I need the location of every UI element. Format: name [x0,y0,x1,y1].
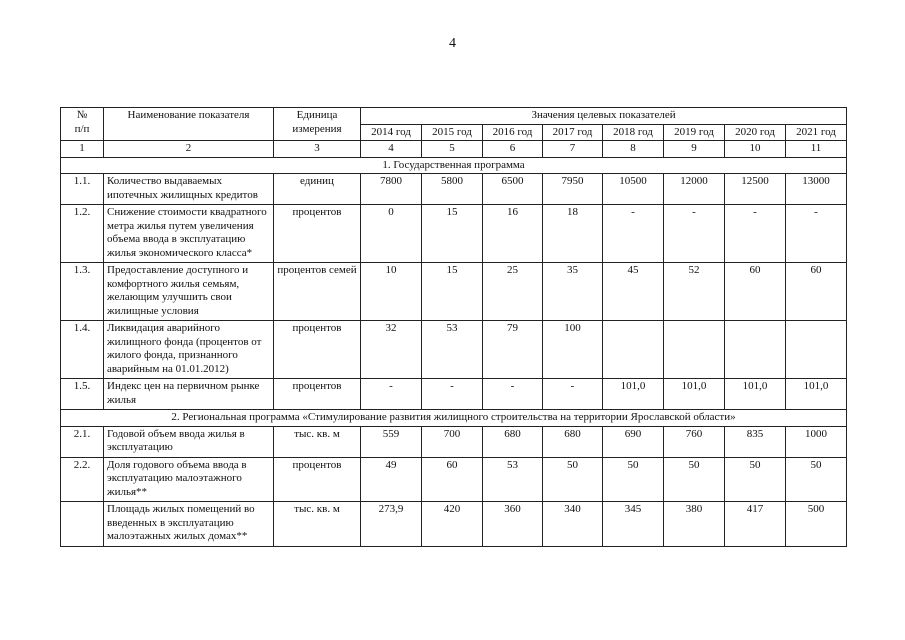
value-cell [664,321,725,379]
value-cell: 79 [483,321,543,379]
unit: процентов [274,379,361,410]
unit: единиц [274,174,361,205]
value-cell [725,321,786,379]
value-cell: - [603,205,664,263]
value-cell: 1000 [786,426,847,457]
value-cell: 680 [483,426,543,457]
row-number: 1.1. [61,174,104,205]
value-cell: 13000 [786,174,847,205]
value-cell: 49 [361,457,422,502]
table-row [61,205,847,263]
indicator-name: Доля годового объема ввода в эксплуатацию малоэтажного жилья** [104,457,274,502]
value-cell: 273,9 [361,502,422,547]
row-number [61,502,104,547]
value-cell: - [422,379,483,410]
indicator-name: Площадь жилых помещений во введенных в эксплуатацию малоэтажных жилых домах** [104,502,274,547]
value-cell: 7800 [361,174,422,205]
indicator-name: Индекс цен на первичном рынке жилья [104,379,274,410]
year-header: 2020 год [725,124,786,141]
value-cell: 101,0 [603,379,664,410]
section-title: 1. Государственная программа [61,157,847,174]
value-cell: 100 [543,321,603,379]
year-header: 2016 год [483,124,543,141]
column-number: 9 [664,141,725,158]
table-row [61,174,847,205]
value-cell [603,321,664,379]
header-values-title: Значения целевых показателей [361,108,847,125]
value-cell: 10500 [603,174,664,205]
column-number: 6 [483,141,543,158]
column-numbers-row [61,141,847,158]
row-number: 1.2. [61,205,104,263]
value-cell: 32 [361,321,422,379]
section-title: 2. Региональная программа «Стимулирование развития жилищного строительства на территории Ярославской области» [61,410,847,427]
value-cell: 52 [664,263,725,321]
column-number: 7 [543,141,603,158]
value-cell: 60 [725,263,786,321]
value-cell: 690 [603,426,664,457]
value-cell: 101,0 [725,379,786,410]
table-row [61,426,847,457]
value-cell: 15 [422,263,483,321]
value-cell: - [725,205,786,263]
header-name: Наименование показателя [104,108,274,141]
value-cell: 12500 [725,174,786,205]
unit: процентов семей [274,263,361,321]
page-number: 4 [449,36,456,51]
indicator-name: Снижение стоимости квадратного метра жилья путем увеличения объема ввода в эксплуатацию жилья экономического класса* [104,205,274,263]
value-cell: 50 [543,457,603,502]
indicator-name: Количество выдаваемых ипотечных жилищных кредитов [104,174,274,205]
table-row [61,321,847,379]
value-cell: 6500 [483,174,543,205]
value-cell: 380 [664,502,725,547]
value-cell: 50 [725,457,786,502]
value-cell: 360 [483,502,543,547]
column-number: 11 [786,141,847,158]
value-cell: - [786,205,847,263]
value-cell: 101,0 [786,379,847,410]
indicator-name: Ликвидация аварийного жилищного фонда (процентов от жилого фонда, признанного аварийным на 01.01.2012) [104,321,274,379]
value-cell: 53 [483,457,543,502]
value-cell [786,321,847,379]
value-cell: 16 [483,205,543,263]
value-cell: 25 [483,263,543,321]
value-cell: 10 [361,263,422,321]
row-number: 2.2. [61,457,104,502]
table-body [61,108,847,547]
indicator-name: Предоставление доступного и комфортного жилья семьям, желающим улучшить свои жилищные условия [104,263,274,321]
year-header: 2021 год [786,124,847,141]
row-number: 1.4. [61,321,104,379]
unit: процентов [274,457,361,502]
value-cell: 5800 [422,174,483,205]
header-unit: Единица измерения [274,108,361,141]
value-cell: 340 [543,502,603,547]
value-cell: 500 [786,502,847,547]
year-header: 2017 год [543,124,603,141]
value-cell: 345 [603,502,664,547]
value-cell: 60 [786,263,847,321]
value-cell: 680 [543,426,603,457]
year-header: 2019 год [664,124,725,141]
value-cell: 45 [603,263,664,321]
value-cell: 53 [422,321,483,379]
header-num: № п/п [61,108,104,141]
year-header: 2018 год [603,124,664,141]
value-cell: 60 [422,457,483,502]
target-indicators-table [60,107,847,547]
value-cell: 835 [725,426,786,457]
table-row [61,263,847,321]
value-cell: 12000 [664,174,725,205]
section-row [61,157,847,174]
row-number: 2.1. [61,426,104,457]
column-number: 8 [603,141,664,158]
column-number: 4 [361,141,422,158]
year-header: 2015 год [422,124,483,141]
value-cell: 50 [786,457,847,502]
value-cell: 417 [725,502,786,547]
unit: тыс. кв. м [274,426,361,457]
table-row [61,502,847,547]
row-number: 1.5. [61,379,104,410]
value-cell: 50 [664,457,725,502]
column-number: 1 [61,141,104,158]
value-cell: 15 [422,205,483,263]
value-cell: - [543,379,603,410]
value-cell: 0 [361,205,422,263]
value-cell: 7950 [543,174,603,205]
value-cell: 760 [664,426,725,457]
year-header: 2014 год [361,124,422,141]
section-row [61,410,847,427]
header-row [61,108,847,125]
column-number: 2 [104,141,274,158]
value-cell: - [483,379,543,410]
value-cell: 18 [543,205,603,263]
unit: процентов [274,205,361,263]
row-number: 1.3. [61,263,104,321]
column-number: 3 [274,141,361,158]
unit: тыс. кв. м [274,502,361,547]
column-number: 10 [725,141,786,158]
value-cell: 50 [603,457,664,502]
value-cell: 420 [422,502,483,547]
value-cell: - [664,205,725,263]
table-row [61,457,847,502]
value-cell: - [361,379,422,410]
unit: процентов [274,321,361,379]
table-row [61,379,847,410]
value-cell: 700 [422,426,483,457]
indicator-name: Годовой объем ввода жилья в эксплуатацию [104,426,274,457]
value-cell: 35 [543,263,603,321]
value-cell: 101,0 [664,379,725,410]
column-number: 5 [422,141,483,158]
value-cell: 559 [361,426,422,457]
